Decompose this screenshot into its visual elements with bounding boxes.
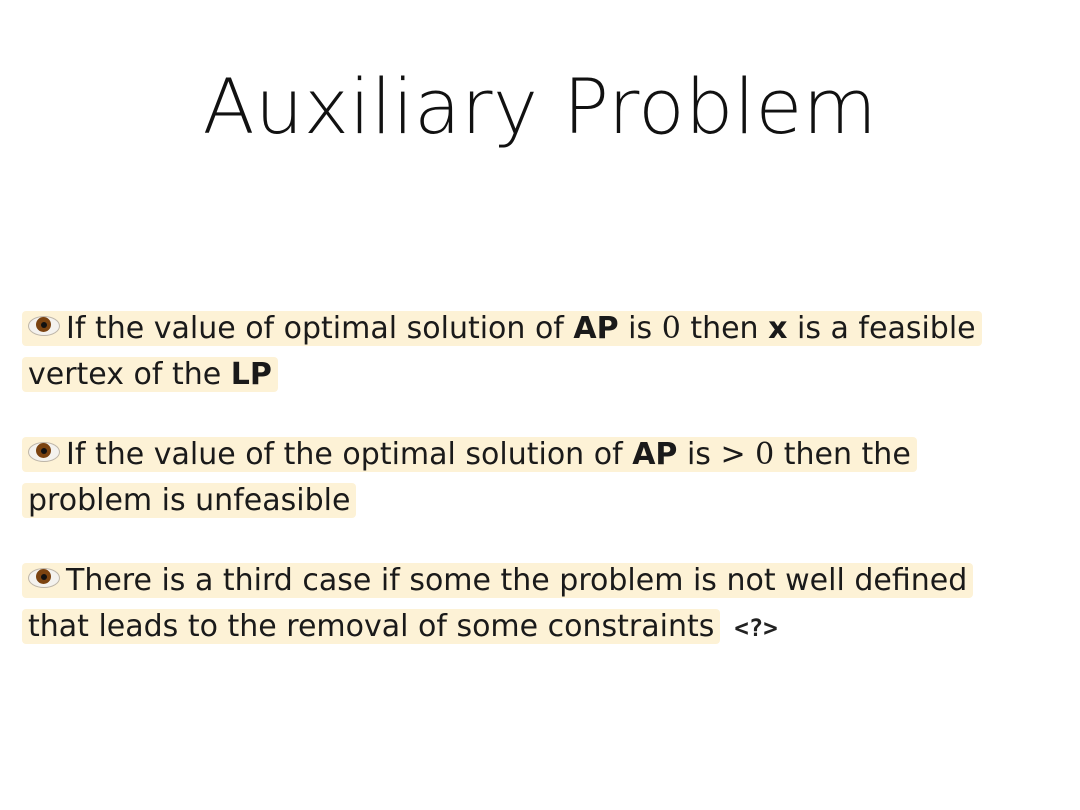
lp-term: LP	[230, 357, 272, 392]
bullet-item-2	[22, 432, 1022, 524]
eye-icon	[28, 440, 60, 462]
ap-term: AP	[632, 437, 678, 472]
bullet-highlight	[22, 563, 973, 644]
slide-title: Auxiliary Problem	[202, 62, 878, 151]
bullet-highlight	[22, 311, 982, 392]
ap-term: AP	[573, 311, 619, 346]
bullet-list	[22, 306, 1022, 685]
bullet-text: is	[618, 311, 662, 346]
bullet-text: If the value of optimal solution of	[66, 311, 574, 346]
bullet-highlight	[22, 437, 917, 518]
eye-icon	[28, 314, 60, 336]
eye-icon	[28, 566, 60, 588]
bullet-text: then the problem is unfeasible	[28, 437, 911, 518]
bullet-text: then	[680, 311, 769, 346]
bullet-text: There is a third case if some the problem is not well defined that leads to the removal of some constraints	[28, 563, 968, 644]
bullet-text: is a feasible vertex of the	[28, 311, 976, 392]
zero-value: 0	[661, 311, 681, 346]
bullet-item-1	[22, 306, 1022, 398]
bullet-text: is >	[677, 437, 756, 472]
bullet-item-3	[22, 558, 1022, 651]
unknown-tag: <?>	[734, 614, 778, 642]
bullet-text: If the value of the optimal solution of	[66, 437, 633, 472]
x-variable: x	[768, 311, 788, 346]
zero-value: 0	[755, 437, 775, 472]
